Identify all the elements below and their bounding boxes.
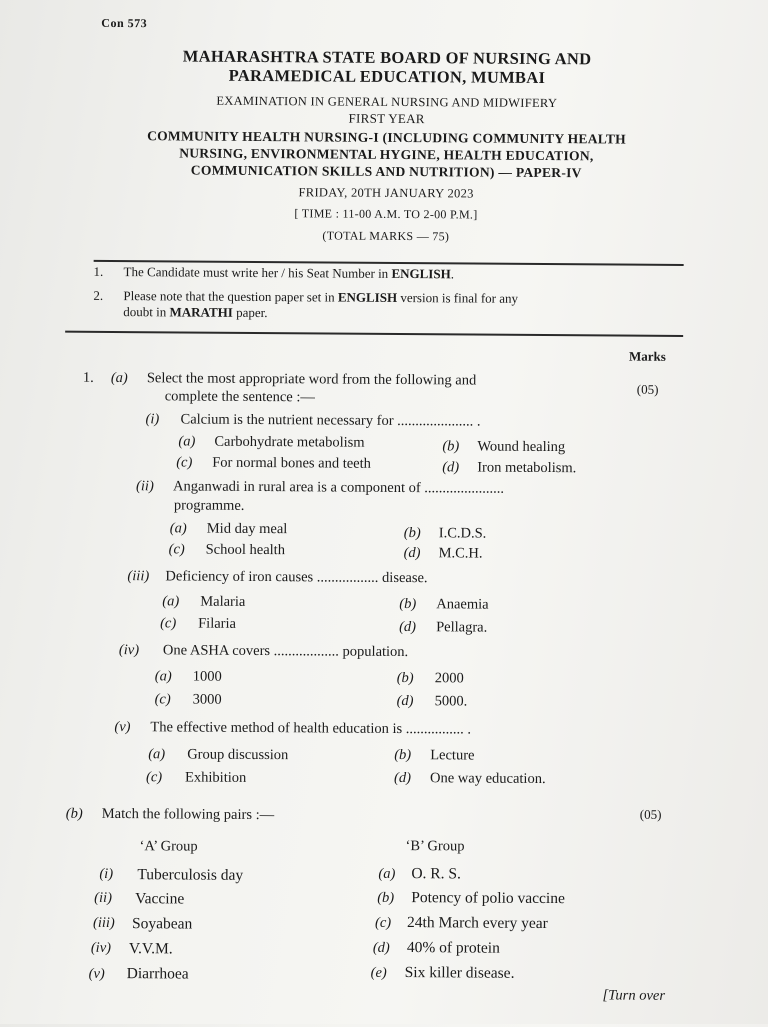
item-ii-opt-b: I.C.D.S. (438, 525, 487, 542)
item-iv-opt-d-label: (d) (396, 692, 414, 710)
item-iv-label: (iv) (118, 642, 140, 659)
exam-year: FIRST YEAR (348, 110, 425, 127)
group-b-item-4-label: (d) (372, 939, 390, 956)
item-ii-text-cont: programme. (173, 497, 245, 514)
question-1b-marks: (05) (639, 806, 662, 822)
item-iii-text: Deficiency of iron causes ................. disease. (165, 568, 428, 587)
question-1a-label: (a) (110, 369, 128, 387)
group-b-item-1-label: (a) (378, 865, 396, 882)
group-b-item-5: Six killer disease. (404, 964, 515, 982)
item-v-opt-c: Exhibition (185, 769, 247, 786)
instruction-2-num: 2. (93, 287, 104, 303)
group-b-item-4: 40% of protein (406, 939, 500, 957)
item-ii-opt-d-label: (d) (403, 545, 421, 562)
item-iv-opt-b-label: (b) (396, 669, 414, 687)
group-b-item-1: O. R. S. (411, 865, 461, 883)
paper-code: Con 573 (101, 15, 148, 31)
instruction-1-num: 1. (93, 263, 104, 279)
item-iii-opt-b-label: (b) (399, 595, 417, 613)
item-ii-opt-b-label: (b) (403, 525, 421, 542)
item-i-opt-c-label: (c) (176, 454, 193, 471)
group-a-item-3: Soyabean (131, 915, 193, 933)
question-1-number: 1. (82, 369, 94, 386)
item-v-opt-d: One way education. (430, 770, 546, 788)
question-1b-label: (b) (65, 805, 83, 822)
item-iv-opt-a-label: (a) (154, 668, 172, 685)
item-iv-opt-a: 1000 (192, 668, 222, 685)
total-marks: (TOTAL MARKS — 75) (322, 228, 450, 244)
item-v-label: (v) (114, 719, 131, 736)
item-i-opt-b-label: (b) (442, 438, 460, 455)
group-a-item-1-label: (i) (99, 865, 114, 883)
item-v-text: The effective method of health education is ................ . (150, 719, 472, 738)
item-i-opt-c: For normal bones and teeth (212, 454, 371, 472)
item-iv-opt-c: 3000 (192, 691, 222, 708)
item-v-opt-d-label: (d) (394, 769, 412, 787)
item-iii-opt-a: Malaria (200, 593, 246, 610)
item-ii-label: (ii) (136, 478, 154, 495)
item-ii-opt-a: Mid day meal (206, 520, 288, 538)
turn-over-note: [Turn over (602, 987, 666, 1004)
question-1a-text: Select the most appropriate word from the following and (146, 370, 477, 389)
item-iii-label: (iii) (127, 568, 150, 585)
item-ii-text: Anganwadi in rural area is a component of ...................... (173, 478, 505, 497)
instruction-1: The Candidate must write her / his Seat Number in ENGLISH. (123, 264, 455, 282)
item-i-opt-d: Iron metabolism. (477, 459, 577, 477)
instruction-2-cont: doubt in MARATHI paper. (123, 304, 268, 321)
group-a-title: ‘A’ Group (139, 838, 198, 855)
item-v-opt-b-label: (b) (394, 746, 412, 764)
group-a-item-1: Tuberculosis day (137, 866, 244, 884)
question-1b-text: Match the following pairs :— (101, 805, 275, 824)
item-v-opt-b: Lecture (430, 747, 475, 764)
subject-line1: COMMUNITY HEALTH NURSING-I (INCLUDING COMMUNITY HEALTH (147, 128, 627, 147)
item-v-opt-c-label: (c) (146, 769, 163, 786)
group-b-item-3: 24th March every year (406, 914, 548, 933)
item-iv-opt-c-label: (c) (154, 691, 171, 708)
item-i-opt-b: Wound healing (477, 438, 566, 456)
group-a-item-2-label: (ii) (94, 889, 112, 906)
exam-title: EXAMINATION IN GENERAL NURSING AND MIDWIFERY (216, 93, 558, 111)
exam-date: FRIDAY, 20TH JANUARY 2023 (298, 185, 474, 201)
board-name-line1: MAHARASHTRA STATE BOARD OF NURSING AND (182, 46, 592, 69)
group-a-item-3-label: (iii) (92, 914, 115, 932)
marks-heading: Marks (628, 348, 666, 364)
item-i-opt-d-label: (d) (442, 459, 460, 476)
group-a-item-4-label: (iv) (90, 939, 112, 956)
subject-line2: NURSING, ENVIRONMENTAL HYGINE, HEALTH EDUCATION, (179, 145, 594, 164)
item-iii-opt-c-label: (c) (160, 615, 177, 632)
group-b-item-3-label: (c) (374, 914, 392, 931)
item-ii-opt-c-label: (c) (168, 541, 185, 558)
item-iii-opt-d-label: (d) (399, 618, 417, 636)
item-v-opt-a: Group discussion (187, 746, 289, 764)
group-b-item-2: Potency of polio vaccine (411, 889, 565, 908)
group-b-item-5-label: (e) (370, 964, 387, 981)
group-a-item-2: Vaccine (135, 890, 185, 908)
item-i-opt-a: Carbohydrate metabolism (214, 433, 365, 451)
item-iii-opt-c: Filaria (198, 615, 237, 632)
item-i-text: Calcium is the nutrient necessary for ..................... . (180, 411, 481, 430)
item-iii-opt-d: Pellagra. (436, 619, 488, 636)
group-a-item-5: Diarrhoea (126, 965, 189, 983)
item-iii-opt-b: Anaemia (436, 596, 489, 613)
group-a-item-4: V.V.M. (128, 940, 173, 958)
board-name-line2: PARAMEDICAL EDUCATION, MUMBAI (228, 65, 546, 88)
instruction-2: Please note that the question paper set in ENGLISH version is final for any (123, 288, 519, 306)
item-v-opt-a-label: (a) (148, 746, 166, 763)
item-iv-text: One ASHA covers .................. population. (162, 642, 409, 661)
divider-bottom (65, 331, 683, 337)
question-1a-text-cont: complete the sentence :— (164, 388, 315, 406)
group-a-item-5-label: (v) (88, 965, 105, 982)
subject-line3: COMMUNICATION SKILLS AND NUTRITION) — PAPER-IV (190, 162, 582, 181)
item-i-opt-a-label: (a) (178, 433, 196, 450)
exam-time: [ TIME : 11-00 A.M. TO 2-00 P.M.] (294, 206, 478, 222)
item-i-label: (i) (145, 411, 160, 428)
question-1a-marks: (05) (636, 381, 659, 397)
item-ii-opt-d: M.C.H. (438, 545, 483, 562)
group-b-title: ‘B’ Group (405, 838, 465, 855)
group-b-item-2-label: (b) (377, 889, 395, 906)
item-ii-opt-a-label: (a) (169, 520, 187, 537)
item-ii-opt-c: School health (205, 541, 286, 559)
item-iv-opt-b: 2000 (434, 670, 464, 687)
item-iii-opt-a-label: (a) (162, 593, 180, 610)
item-iv-opt-d: 5000. (434, 693, 468, 710)
